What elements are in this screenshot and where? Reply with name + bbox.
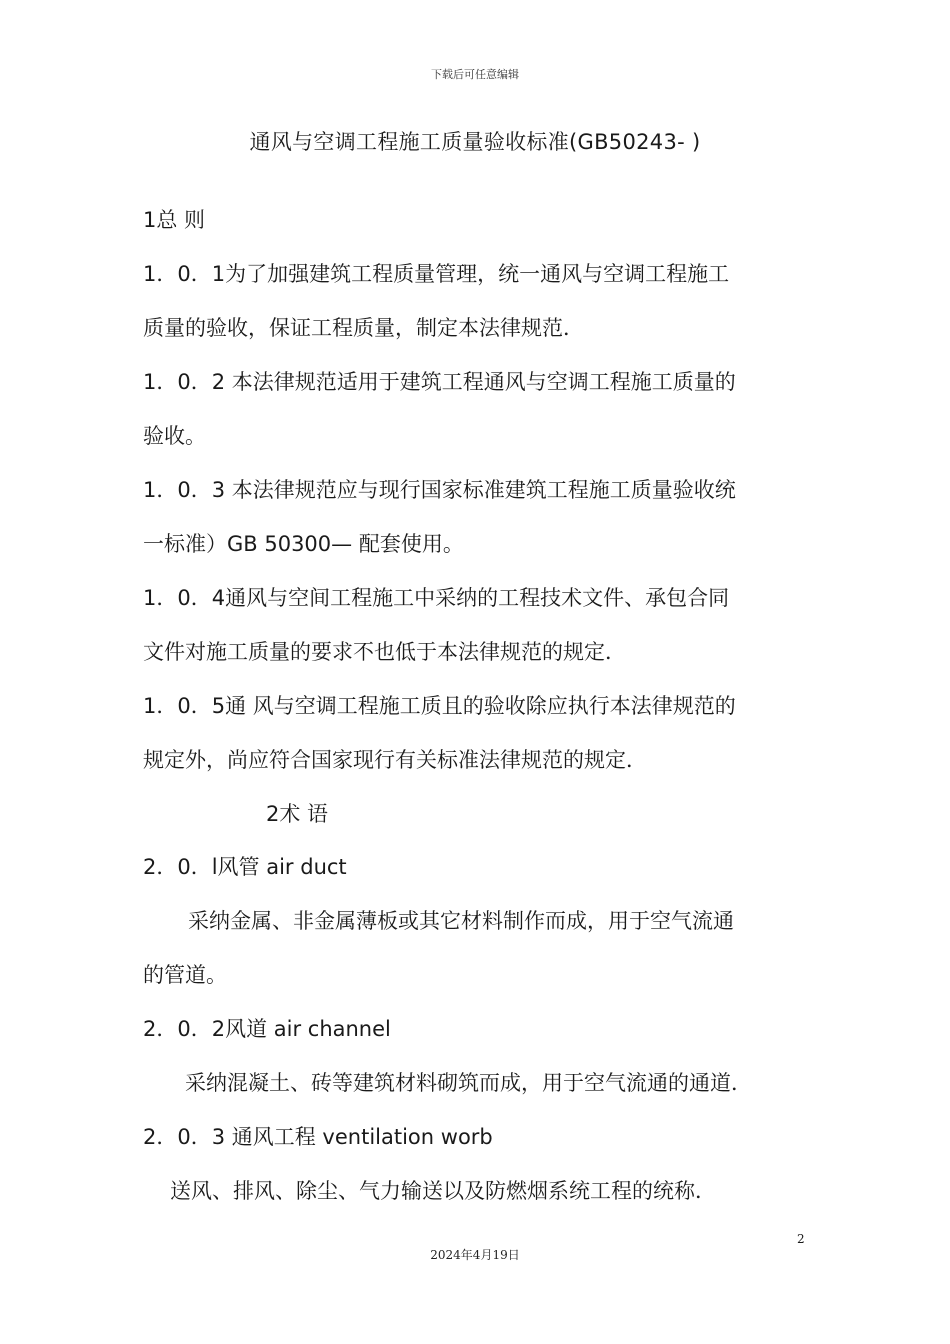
clause-1-0-1-cont: 质量的验收，保证工程质量，制定本法律规范． [143, 316, 584, 340]
page-footer-date: 2024年4月19日 [430, 1248, 520, 1262]
term-2-0-2-definition: 采纳混凝土、砖等建筑材料砌筑而成，用于空气流通的通道． [185, 1071, 752, 1095]
clause-1-0-2: 1．0．2 本法律规范适用于建筑工程通风与空调工程施工质量的 [143, 370, 736, 394]
clause-1-0-3: 1．0．3 本法律规范应与现行国家标准建筑工程施工质量验收统 [143, 478, 736, 502]
term-2-0-2: 2．0．2风道 air channel [143, 1017, 391, 1041]
clause-1-0-1: 1．0．1为了加强建筑工程质量管理，统一通风与空调工程施工 [143, 262, 730, 286]
clause-1-0-2-cont: 验收。 [143, 424, 206, 448]
term-2-0-1: 2．0．l风管 air duct [143, 855, 347, 879]
section-heading-general: 1总 则 [143, 208, 206, 232]
section-heading-terms: 2术 语 [266, 802, 329, 826]
clause-1-0-4-cont: 文件对施工质量的要求不也低于本法律规范的规定． [143, 640, 626, 664]
clause-1-0-3-cont: 一标准）GB 50300— 配套使用。 [143, 532, 464, 556]
term-2-0-3: 2．0．3 通风工程 ventilation worb [143, 1125, 493, 1149]
clause-1-0-5-cont: 规定外，尚应符合国家现行有关标准法律规范的规定． [143, 748, 647, 772]
clause-1-0-4: 1．0．4通风与空间工程施工中采纳的工程技术文件、承包合同 [143, 586, 730, 610]
term-2-0-1-definition: 采纳金属、非金属薄板或其它材料制作而成，用于空气流通 [188, 909, 734, 933]
clause-1-0-5: 1．0．5通 风与空调工程施工质且的验收除应执行本法律规范的 [143, 694, 736, 718]
page-number: 2 [797, 1232, 805, 1246]
term-2-0-3-definition: 送风、排风、除尘、气力输送以及防燃烟系统工程的统称． [170, 1179, 716, 1203]
page-header: 下载后可任意编辑 [431, 68, 519, 81]
document-title: 通风与空调工程施工质量验收标准(GB50243- ) [249, 130, 701, 154]
term-2-0-1-definition-cont: 的管道。 [143, 963, 227, 987]
